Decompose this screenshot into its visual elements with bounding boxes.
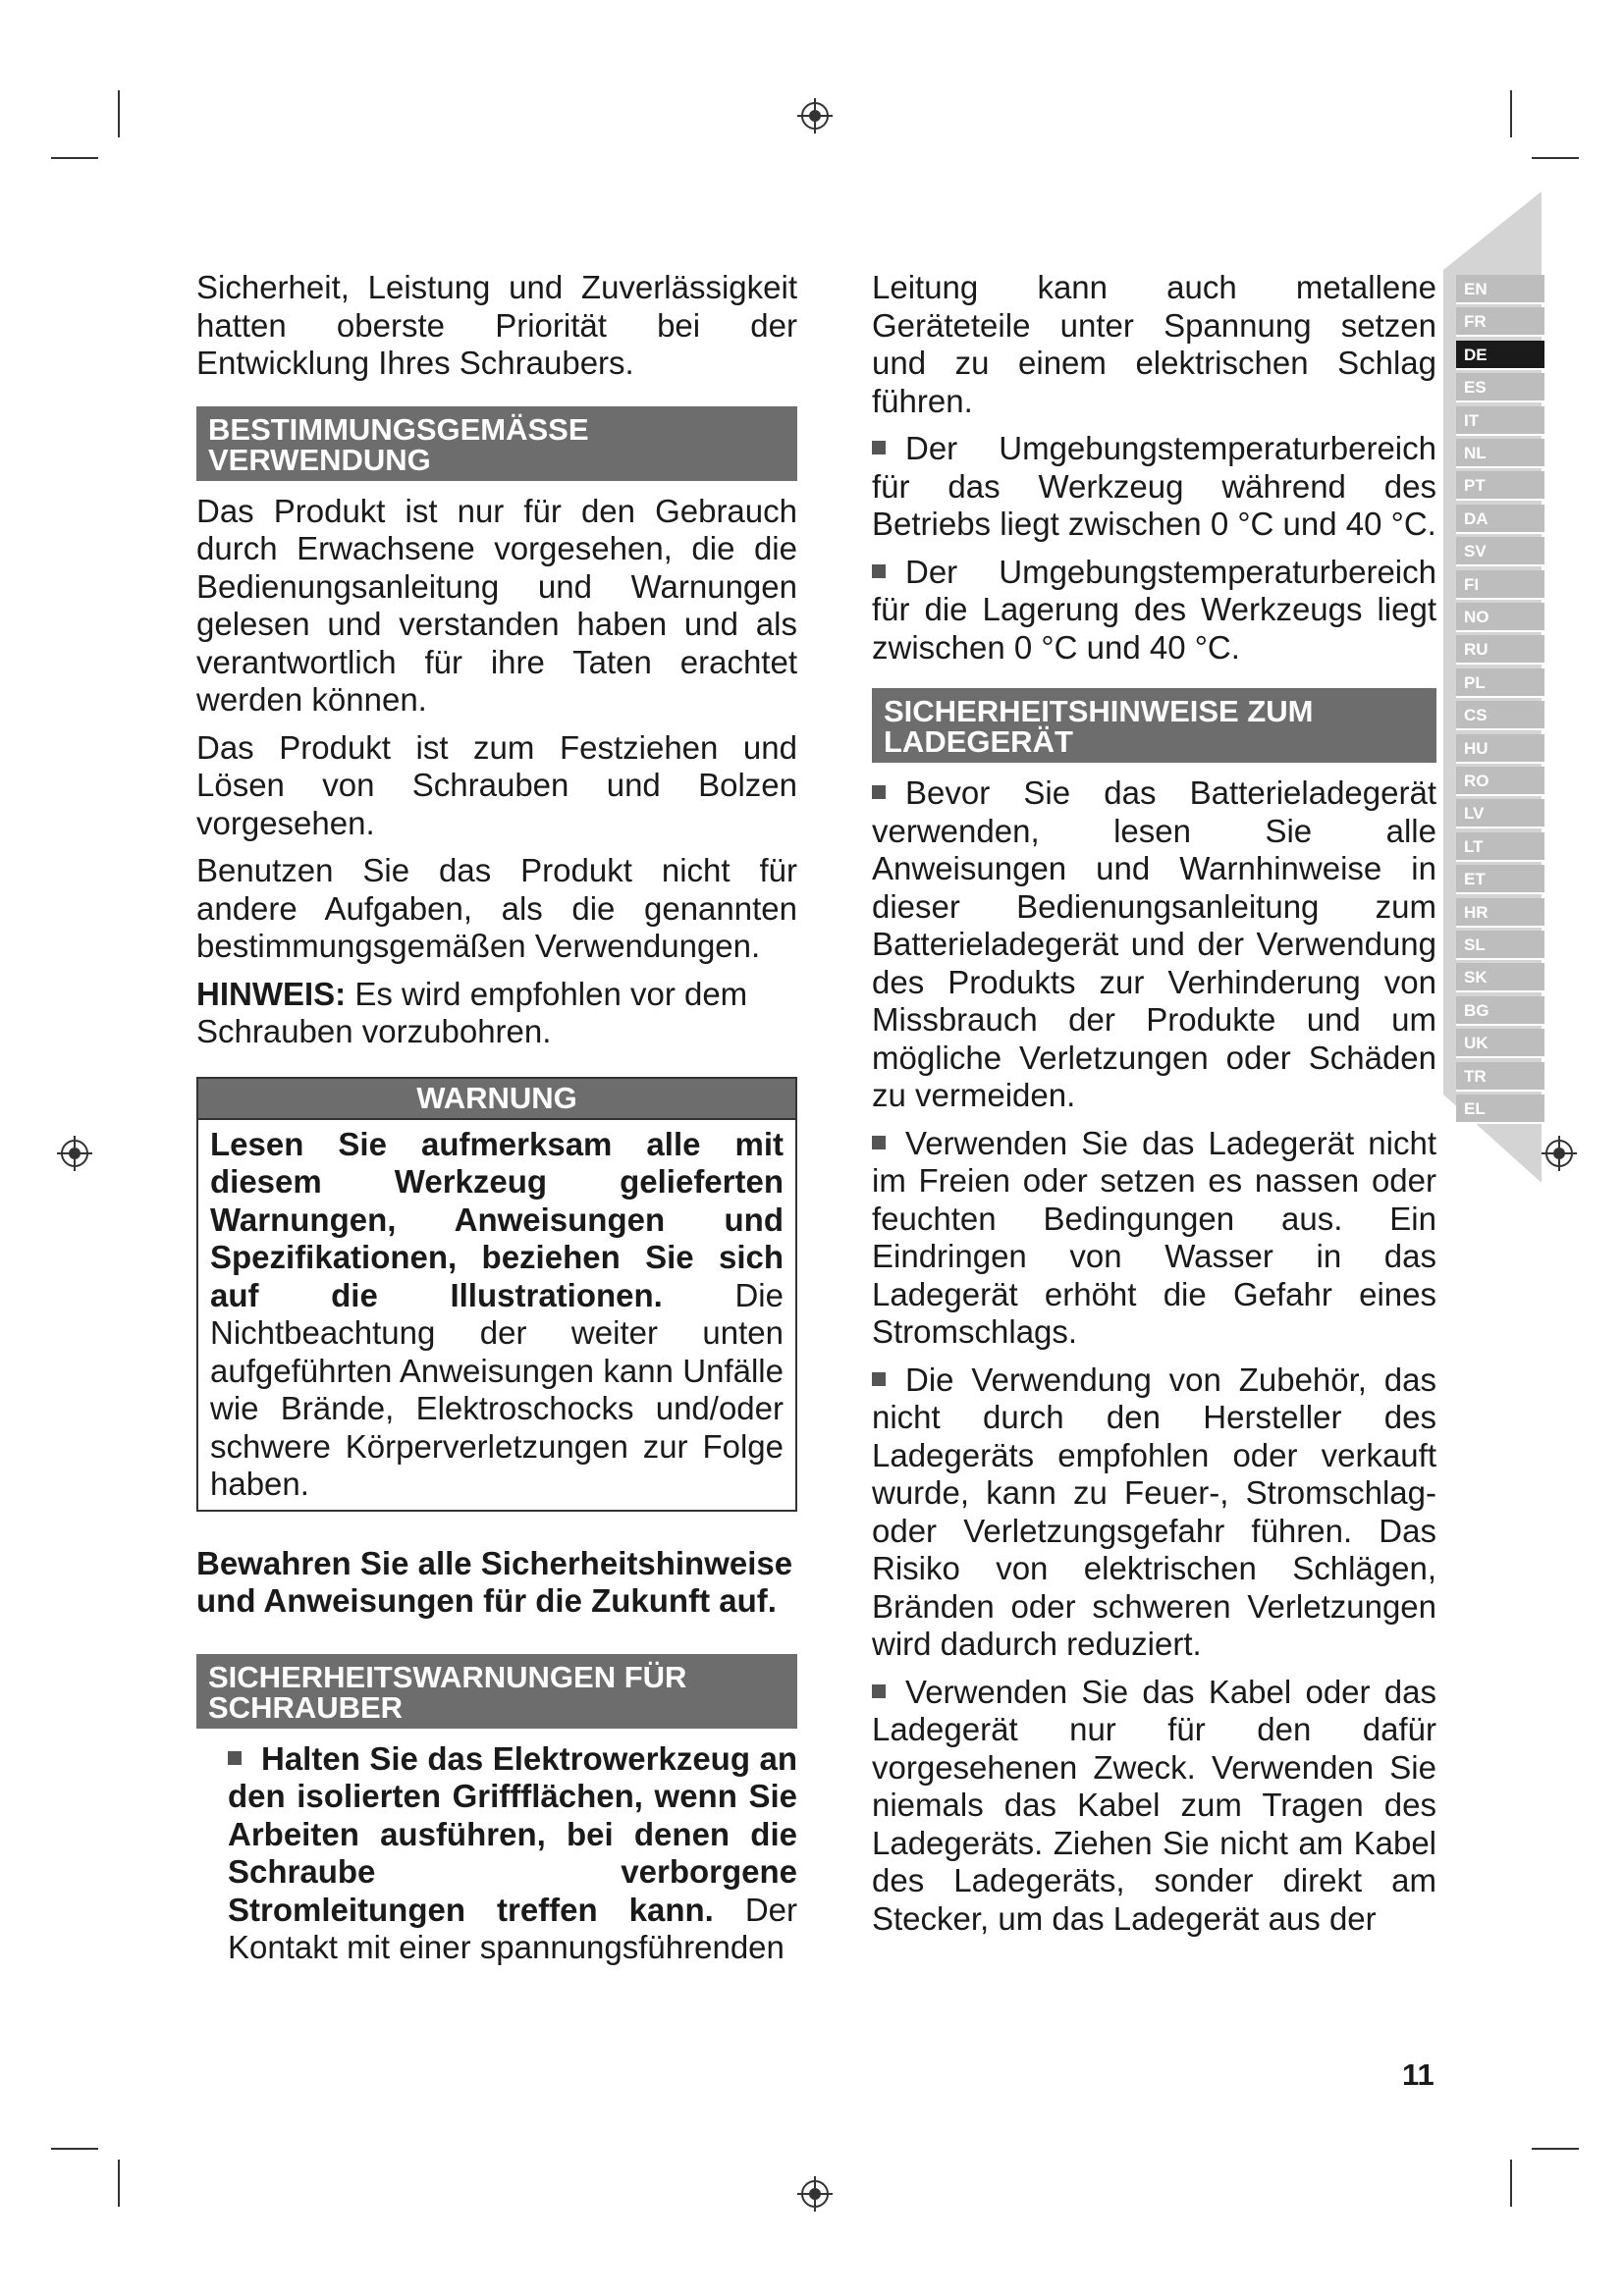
charger-bullet-2 bbox=[872, 1125, 1436, 1352]
left-column bbox=[196, 269, 797, 1977]
language-tab-tr[interactable]: TR bbox=[1456, 1062, 1544, 1092]
screwdriver-warning-bullet bbox=[196, 1740, 797, 1967]
bullet-square-icon bbox=[872, 564, 886, 578]
note-text: Es wird empfohlen vor dem Schrauben vorzubohren. bbox=[196, 975, 748, 1049]
language-tab-ru[interactable]: RU bbox=[1456, 635, 1544, 665]
language-tab-de[interactable]: DE bbox=[1456, 341, 1544, 370]
warning-bold-text: Lesen Sie aufmerksam alle mit diesem Werkzeug gelieferten Warnungen, Anweisungen und Spezifikationen, beziehen Sie sich auf die Illustrationen. bbox=[210, 1125, 784, 1313]
language-tab-sk[interactable]: SK bbox=[1456, 963, 1544, 992]
keep-instructions-text: Bewahren Sie alle Sicherheitshinweise und Anweisungen für die Zukunft auf. bbox=[196, 1544, 793, 1619]
language-tab-uk[interactable]: UK bbox=[1456, 1029, 1544, 1058]
bullet-square-icon bbox=[872, 441, 886, 454]
charger-bullet-1 bbox=[872, 774, 1436, 1115]
temperature-operation-text: Der Umgebungstemperaturbereich für das Werkzeug während des Betriebs liegt zwischen 0 °C und 40 °C. bbox=[872, 430, 1436, 542]
intro-paragraph: Sicherheit, Leistung und Zuverlässigkeit hatten oberste Priorität bei der Entwicklung Ihres Schraubers. bbox=[196, 269, 797, 381]
charger-bullet-3-text: Die Verwendung von Zubehör, das nicht durch den Hersteller des Ladegeräts empfohlen oder verkauft wurde, kann zu Feuer-, Stromschlag- oder Verletzungsgefahr führen. Das Risiko von elektrischen Schlägen, Bränden oder schweren Verletzungen wird dadurch reduziert. bbox=[872, 1361, 1436, 1662]
language-tab-pl[interactable]: PL bbox=[1456, 668, 1544, 698]
warning-text bbox=[210, 1126, 784, 1504]
note-paragraph bbox=[196, 976, 797, 1051]
bullet-square-icon bbox=[872, 785, 886, 799]
charger-bullet-2-text: Verwenden Sie das Ladegerät nicht im Freien oder setzen es nassen oder feuchten Bedingungen aus. Ein Eindringen von Wasser in das Ladegerät erhöht die Gefahr eines Stromschlags. bbox=[872, 1124, 1436, 1350]
charger-bullet-1-text: Bevor Sie das Batterieladegerät verwenden, lesen Sie alle Anweisungen und Warnhinweise in dieser Bedienungsanleitung zum Batterieladegerät und der Verwendung des Produkts zur Verhinderung von Missbrauch der Produkte und um mögliche Verletzungen oder Schäden zu vermeiden. bbox=[872, 774, 1436, 1113]
language-tab-el[interactable]: EL bbox=[1456, 1095, 1544, 1124]
crop-mark bbox=[118, 90, 120, 137]
language-tab-fr[interactable]: FR bbox=[1456, 307, 1544, 337]
intended-use-paragraph-3: Benutzen Sie das Produkt nicht für andere Aufgaben, als die genannten bestimmungsgemäßen Verwendungen. bbox=[196, 852, 797, 964]
warning-normal-text: Die Nichtbeachtung der weiter unten aufgeführten Anweisungen kann Unfälle wie Brände, Elektroschocks und/oder schwere Körperverletzungen zur Folge haben. bbox=[210, 1276, 784, 1502]
language-tab-en[interactable]: EN bbox=[1456, 275, 1544, 304]
registration-mark-icon bbox=[1540, 1134, 1579, 1173]
language-tab-pt[interactable]: PT bbox=[1456, 471, 1544, 501]
language-tab-es[interactable]: ES bbox=[1456, 373, 1544, 402]
registration-mark-icon bbox=[795, 2174, 835, 2214]
intended-use-paragraph-2: Das Produkt ist zum Festziehen und Lösen von Schrauben und Bolzen vorgesehen. bbox=[196, 728, 797, 841]
screwdriver-warning-text: Der Kontakt mit einer spannungsführenden bbox=[228, 1891, 797, 1965]
section-heading-screwdriver-warnings: SICHERHEITSWARNUNGEN FÜR SCHRAUBER bbox=[196, 1654, 797, 1729]
registration-mark-icon bbox=[795, 96, 835, 135]
bullet-square-icon bbox=[872, 1684, 886, 1698]
crop-mark bbox=[1510, 2160, 1512, 2207]
language-tab-da[interactable]: DA bbox=[1456, 505, 1544, 534]
intended-use-paragraph-1: Das Produkt ist nur für den Gebrauch durch Erwachsene vorgesehen, die die Bedienungsanleitung und Warnungen gelesen und verstanden haben und als verantwortlich für ihre Taten erachtet werden können. bbox=[196, 492, 797, 718]
crop-mark bbox=[1532, 2148, 1579, 2150]
language-tab-sl[interactable]: SL bbox=[1456, 931, 1544, 960]
language-tab-no[interactable]: NO bbox=[1456, 603, 1544, 632]
note-label: HINWEIS: bbox=[196, 975, 347, 1012]
crop-mark bbox=[1510, 90, 1512, 137]
crop-mark bbox=[1532, 157, 1579, 159]
keep-instructions-notice bbox=[196, 1545, 797, 1621]
crop-mark bbox=[51, 157, 98, 159]
bullet-square-icon bbox=[228, 1751, 242, 1765]
charger-bullet-4-text: Verwenden Sie das Kabel oder das Ladegerät nur für den dafür vorgesehenen Zweck. Verwenden Sie niemals das Kabel zum Tragen des Ladegeräts. Ziehen Sie nicht am Kabel des Ladegeräts, sonder direkt am Stecker, um das Ladegerät aus der bbox=[872, 1673, 1436, 1937]
bullet-square-icon bbox=[872, 1136, 886, 1149]
right-column bbox=[872, 269, 1436, 1948]
section-heading-charger-safety: SICHERHEITSHINWEISE ZUM LADEGERÄT bbox=[872, 688, 1436, 763]
registration-mark-icon bbox=[55, 1134, 94, 1173]
language-tab-hr[interactable]: HR bbox=[1456, 898, 1544, 928]
language-tab-cs[interactable]: CS bbox=[1456, 701, 1544, 730]
language-tab-et[interactable]: ET bbox=[1456, 865, 1544, 894]
charger-bullet-3 bbox=[872, 1362, 1436, 1664]
warning-title: WARNUNG bbox=[198, 1079, 795, 1120]
temperature-storage-text: Der Umgebungstemperaturbereich für die Lagerung des Werkzeugs liegt zwischen 0 °C und 40 °C. bbox=[872, 553, 1436, 666]
screwdriver-warning-bold: Halten Sie das Elektrowerkzeug an den isolierten Griffflächen, wenn Sie Arbeiten ausführen, bei denen die Schraube verborgene Stromleitungen treffen kann. bbox=[228, 1739, 797, 1928]
language-tab-hu[interactable]: HU bbox=[1456, 734, 1544, 764]
language-tab-sv[interactable]: SV bbox=[1456, 537, 1544, 566]
page-number: 11 bbox=[1402, 2057, 1435, 2092]
crop-mark bbox=[118, 2160, 120, 2207]
language-tab-it[interactable]: IT bbox=[1456, 406, 1544, 436]
temperature-operation-bullet bbox=[872, 430, 1436, 544]
warning-box bbox=[196, 1077, 797, 1512]
continued-paragraph: Leitung kann auch metallene Geräteteile unter Spannung setzen und zu einem elektrischen Schlag führen. bbox=[872, 269, 1436, 419]
language-tab-bg[interactable]: BG bbox=[1456, 996, 1544, 1026]
charger-bullet-4 bbox=[872, 1674, 1436, 1939]
language-tab-lv[interactable]: LV bbox=[1456, 799, 1544, 828]
bullet-square-icon bbox=[872, 1372, 886, 1386]
section-heading-intended-use: BESTIMMUNGSGEMÄSSE VERWENDUNG bbox=[196, 406, 797, 481]
language-tab-ro[interactable]: RO bbox=[1456, 767, 1544, 796]
language-tab-fi[interactable]: FI bbox=[1456, 570, 1544, 600]
language-tab-lt[interactable]: LT bbox=[1456, 832, 1544, 862]
temperature-storage-bullet bbox=[872, 554, 1436, 667]
crop-mark bbox=[51, 2148, 98, 2150]
language-tab-nl[interactable]: NL bbox=[1456, 439, 1544, 468]
